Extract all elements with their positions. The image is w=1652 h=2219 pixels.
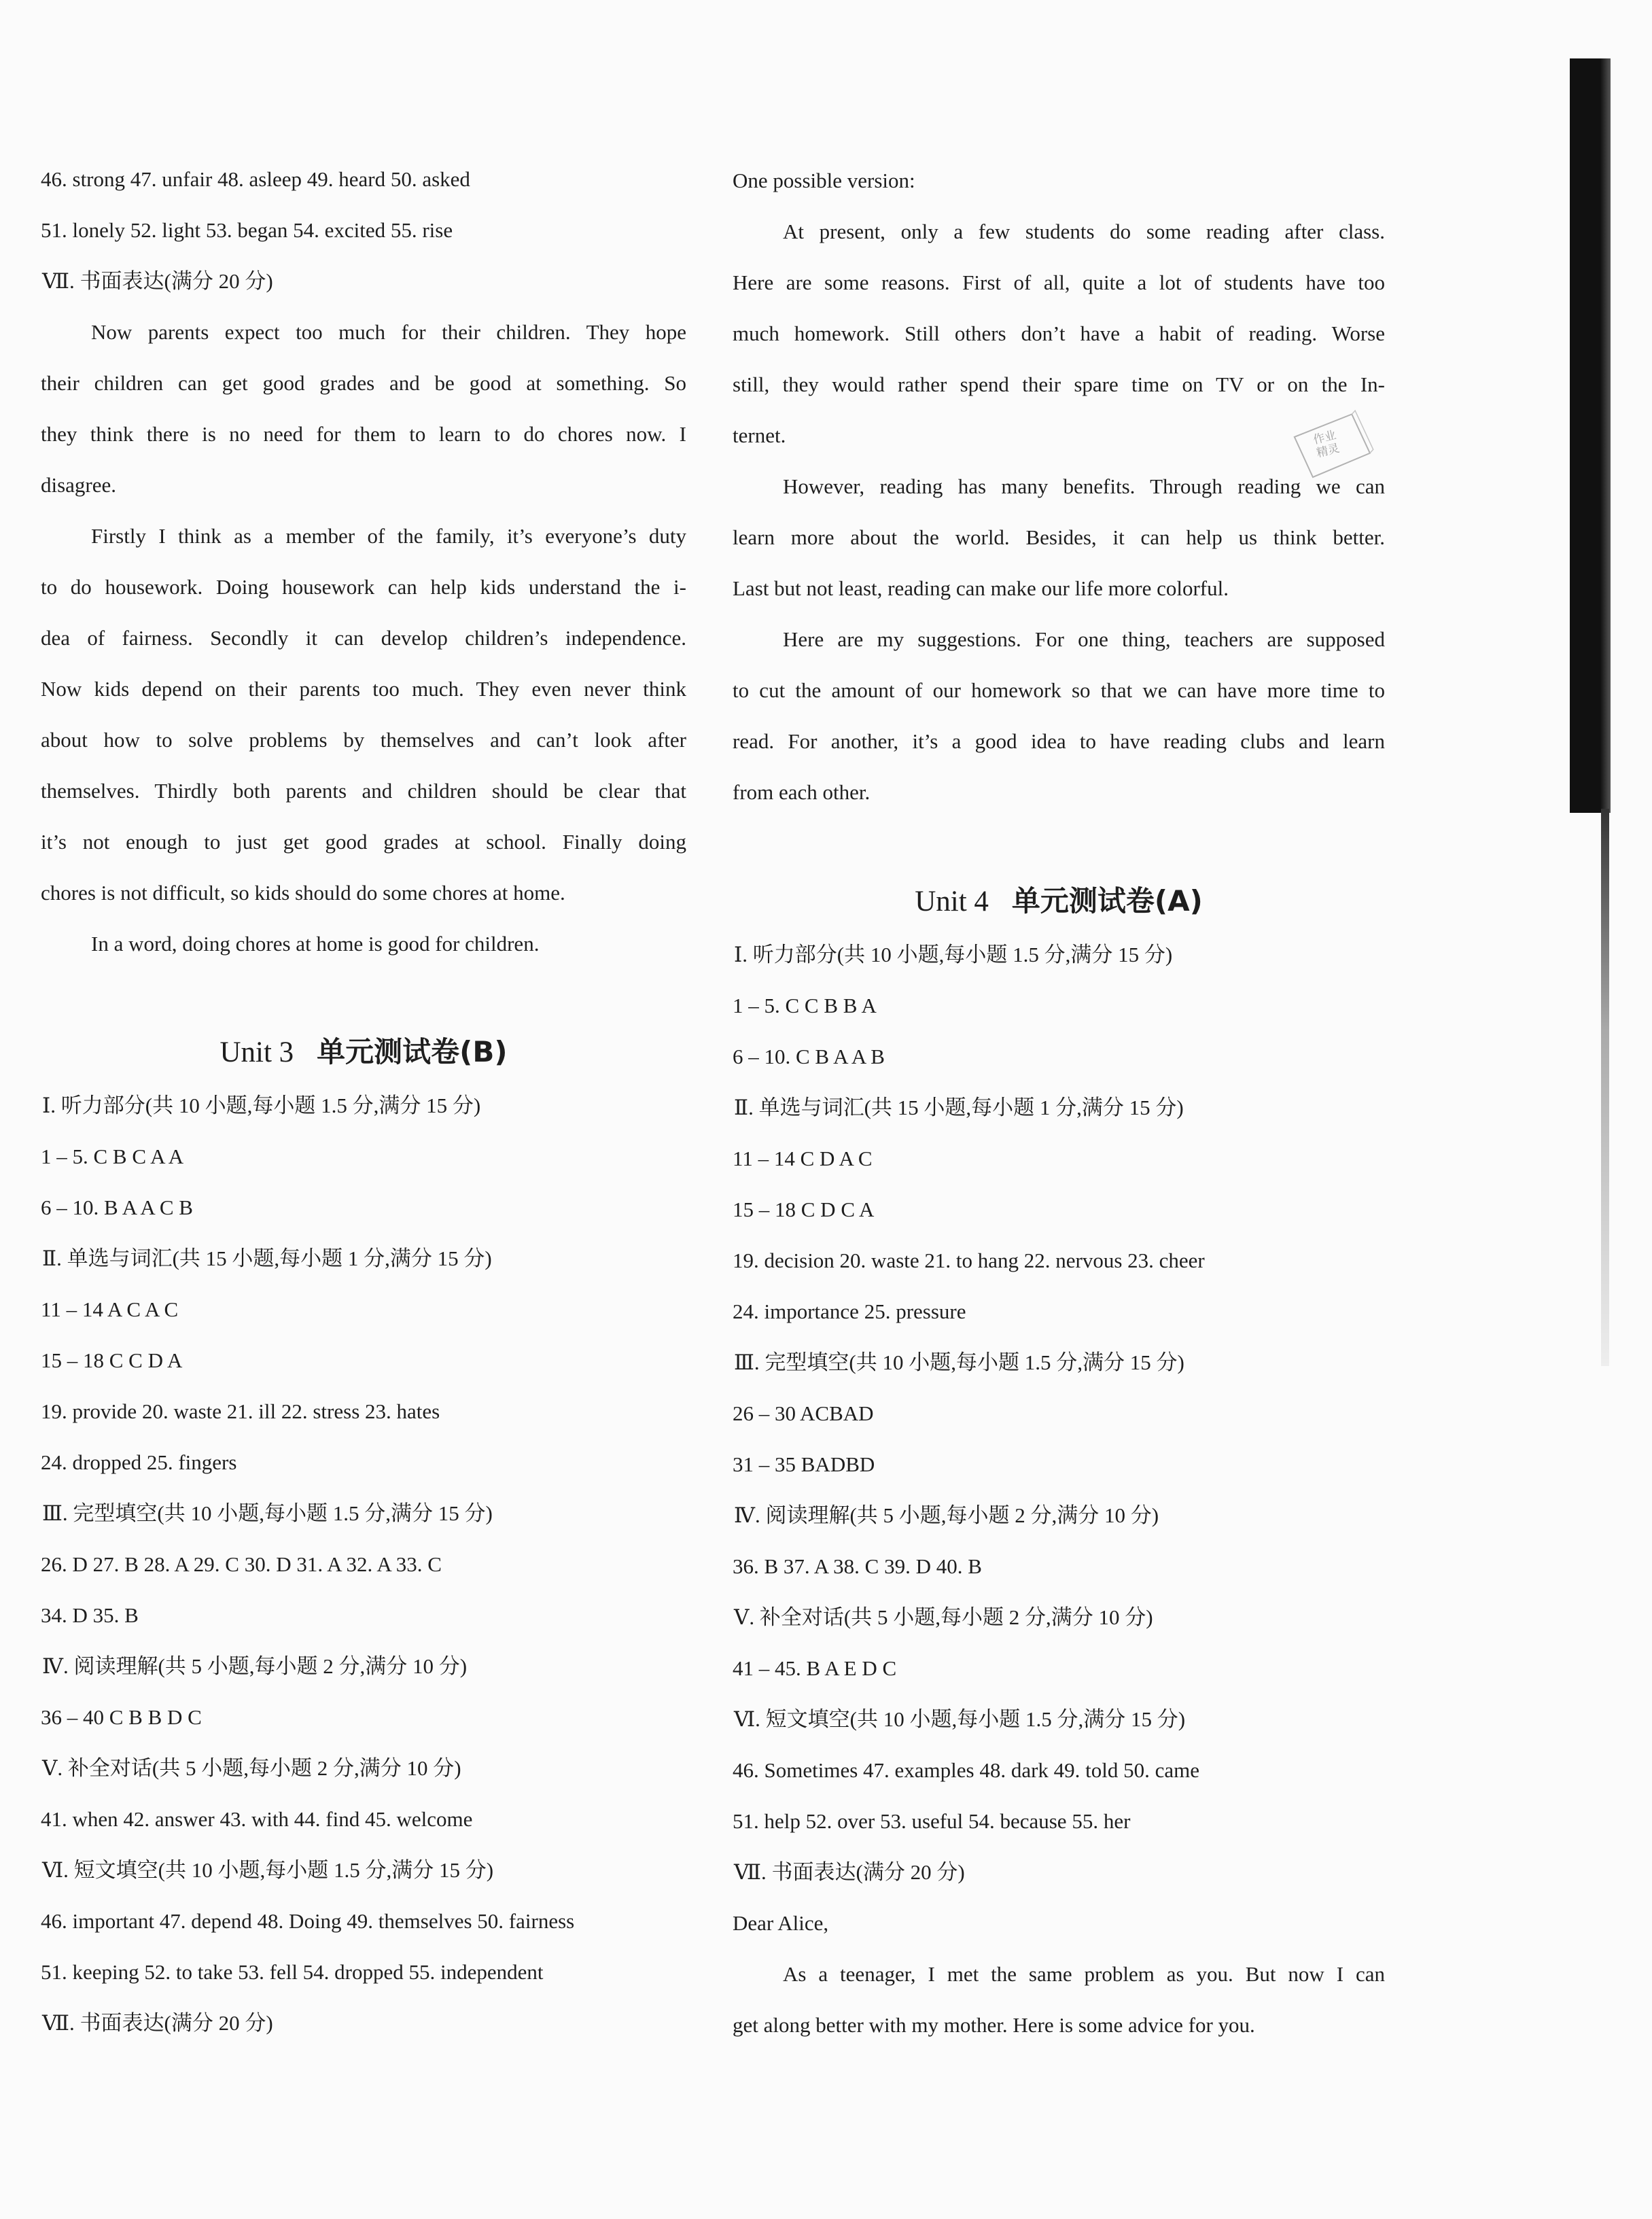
section-heading: Ⅱ. 单选与词汇(共 15 小题,每小题 1 分,满分 15 分)	[734, 1096, 1184, 1119]
essay-line: about how to solve problems by themselves and can’t look after	[41, 728, 686, 752]
watermark-stamp: 作业 精灵	[1284, 406, 1379, 488]
section-heading: Ⅰ. 听力部分(共 10 小题,每小题 1.5 分,满分 15 分)	[42, 1094, 481, 1117]
answer-line: 24. dropped 25. fingers	[41, 1450, 237, 1474]
answer-line: 46. Sometimes 47. examples 48. dark 49. told 50. came	[733, 1758, 1200, 1782]
answer-line: 26. D 27. B 28. A 29. C 30. D 31. A 32. A 33. C	[41, 1552, 442, 1576]
section-heading: Ⅰ. 听力部分(共 10 小题,每小题 1.5 分,满分 15 分)	[734, 943, 1173, 966]
essay-line: However, reading has many benefits. Through reading we can	[783, 474, 1385, 498]
essay-line: from each other.	[733, 780, 871, 804]
answer-line: 51. help 52. over 53. useful 54. because 55. her	[733, 1809, 1131, 1833]
essay-line: to cut the amount of our homework so that we can have more time to	[733, 678, 1385, 702]
essay-line: they think there is no need for them to learn to do chores now. I	[41, 422, 686, 446]
answer-line: 31 – 35 BADBD	[733, 1452, 875, 1476]
scan-edge-fade	[1601, 809, 1609, 1366]
answer-line: 1 – 5. C B C A A	[41, 1145, 184, 1168]
section-heading: Ⅴ. 补全对话(共 5 小题,每小题 2 分,满分 10 分)	[734, 1605, 1153, 1629]
answer-line: 19. provide 20. waste 21. ill 22. stress 23. hates	[41, 1399, 440, 1423]
answer-line: 34. D 35. B	[41, 1603, 139, 1627]
answer-line: 41 – 45. B A E D C	[733, 1656, 897, 1680]
version-label: One possible version:	[733, 169, 915, 192]
answer-line: 26 – 30 ACBAD	[733, 1401, 874, 1425]
essay-line: it’s not enough to just get good grades at school. Finally doing	[41, 830, 686, 854]
scan-edge-shadow	[1570, 58, 1611, 813]
section-heading: Ⅲ. 完型填空(共 10 小题,每小题 1.5 分,满分 15 分)	[42, 1501, 493, 1525]
unit3-title-en: Unit 3	[219, 1036, 294, 1068]
essay-line: As a teenager, I met the same problem as you. But now I can	[783, 1962, 1385, 1986]
section-heading: Ⅵ. 短文填空(共 10 小题,每小题 1.5 分,满分 15 分)	[734, 1707, 1186, 1731]
essay-line: chores is not difficult, so kids should do some chores at home.	[41, 881, 565, 905]
answer-line: 51. lonely 52. light 53. began 54. excited 55. rise	[41, 218, 453, 242]
answer-line: 11 – 14 C D A C	[733, 1147, 873, 1170]
section-heading: Ⅱ. 单选与词汇(共 15 小题,每小题 1 分,满分 15 分)	[42, 1246, 492, 1270]
essay-line: Now kids depend on their parents too much. They even never think	[41, 677, 686, 701]
answer-line: 46. strong 47. unfair 48. asleep 49. heard 50. asked	[41, 167, 470, 191]
essay-line: read. For another, it’s a good idea to have reading clubs and learn	[733, 729, 1385, 753]
answer-line: 36 – 40 C B B D C	[41, 1705, 202, 1729]
section-heading: Ⅴ. 补全对话(共 5 小题,每小题 2 分,满分 10 分)	[42, 1756, 461, 1780]
answer-line: 15 – 18 C C D A	[41, 1348, 183, 1372]
section-heading: Ⅲ. 完型填空(共 10 小题,每小题 1.5 分,满分 15 分)	[734, 1350, 1184, 1374]
letter-salutation: Dear Alice,	[733, 1911, 829, 1935]
essay-line: learn more about the world. Besides, it can help us think better.	[733, 525, 1385, 549]
unit4-title-cn: 单元测试卷(A)	[1011, 884, 1203, 918]
essay-line: Firstly I think as a member of the family, it’s everyone’s duty	[91, 524, 686, 548]
section-heading: Ⅳ. 阅读理解(共 5 小题,每小题 2 分,满分 10 分)	[734, 1503, 1159, 1527]
answer-line: 46. important 47. depend 48. Doing 49. themselves 50. fairness	[41, 1909, 575, 1933]
answer-line: 11 – 14 A C A C	[41, 1297, 179, 1321]
answer-line: 36. B 37. A 38. C 39. D 40. B	[733, 1554, 982, 1578]
essay-line: disagree.	[41, 473, 117, 497]
section-heading: Ⅵ. 短文填空(共 10 小题,每小题 1.5 分,满分 15 分)	[42, 1858, 494, 1882]
essay-line: much homework. Still others don’t have a habit of reading. Worse	[733, 321, 1385, 345]
section-heading: Ⅶ. 书面表达(满分 20 分)	[42, 269, 273, 293]
answer-line: 1 – 5. C C B B A	[733, 994, 877, 1017]
essay-line: Here are some reasons. First of all, quite a lot of students have too	[733, 270, 1385, 294]
answer-line: 6 – 10. C B A A B	[733, 1045, 885, 1068]
essay-line: At present, only a few students do some reading after class.	[783, 220, 1385, 243]
answer-line: 6 – 10. B A A C B	[41, 1195, 193, 1219]
essay-line: themselves. Thirdly both parents and children should be clear that	[41, 779, 686, 803]
unit4-title	[733, 884, 1385, 920]
answer-line: 19. decision 20. waste 21. to hang 22. nervous 23. cheer	[733, 1248, 1205, 1272]
answer-line: 24. importance 25. pressure	[733, 1299, 966, 1323]
section-heading: Ⅶ. 书面表达(满分 20 分)	[42, 2011, 273, 2035]
answer-line: 41. when 42. answer 43. with 44. find 45. welcome	[41, 1807, 473, 1831]
essay-line: Now parents expect too much for their children. They hope	[91, 320, 686, 344]
unit4-title-en: Unit 4	[915, 886, 989, 918]
essay-line: In a word, doing chores at home is good for children.	[91, 932, 540, 956]
answer-line: 51. keeping 52. to take 53. fell 54. dropped 55. independent	[41, 1960, 544, 1984]
essay-line: ternet.	[733, 423, 786, 447]
unit3-title	[41, 1034, 686, 1070]
section-heading: Ⅳ. 阅读理解(共 5 小题,每小题 2 分,满分 10 分)	[42, 1654, 468, 1678]
essay-line: dea of fairness. Secondly it can develop children’s independence.	[41, 626, 686, 650]
essay-line: get along better with my mother. Here is some advice for you.	[733, 2013, 1255, 2037]
answer-line: 15 – 18 C D C A	[733, 1198, 875, 1221]
unit3-title-cn: 单元测试卷(B)	[317, 1035, 508, 1068]
essay-line: Here are my suggestions. For one thing, teachers are supposed	[783, 627, 1385, 651]
essay-line: to do housework. Doing housework can help kids understand the i-	[41, 575, 686, 599]
essay-line: Last but not least, reading can make our life more colorful.	[733, 576, 1229, 600]
essay-line: still, they would rather spend their spare time on TV or on the In-	[733, 372, 1385, 396]
essay-line: their children can get good grades and be good at something. So	[41, 371, 686, 395]
section-heading: Ⅶ. 书面表达(满分 20 分)	[734, 1860, 965, 1884]
